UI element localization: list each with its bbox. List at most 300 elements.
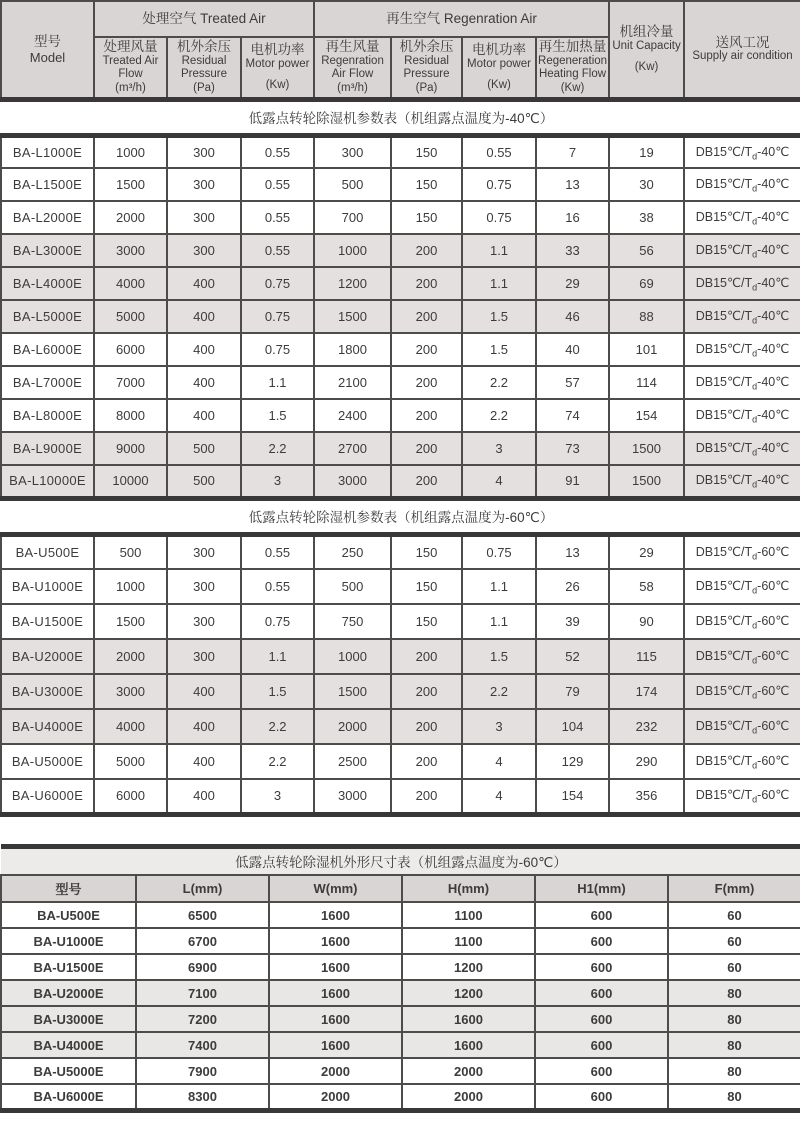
unit-capacity-header [609, 1, 684, 99]
value-cell: 30 [609, 168, 684, 201]
value-cell: 2000 [94, 201, 167, 234]
value-cell: 91 [536, 465, 609, 498]
value-cell: 2.2 [241, 709, 314, 744]
model-cell: BA-U1500E [1, 954, 136, 980]
value-cell: 3000 [314, 465, 391, 498]
value-cell: 200 [391, 639, 462, 674]
model-cell: BA-L2000E [1, 201, 94, 234]
dims-h-header: H(mm) [402, 875, 535, 902]
value-cell: 0.75 [462, 534, 536, 569]
value-cell: 1000 [94, 569, 167, 604]
value-cell: 0.55 [462, 135, 536, 168]
table-row [1, 201, 800, 234]
model-cell: BA-U2000E [1, 639, 94, 674]
treated-residual-pressure-header: 机外余压 Residual Pressure (Pa) [167, 37, 241, 99]
table-row [1, 534, 800, 569]
value-cell: 750 [314, 604, 391, 639]
value-cell: 400 [167, 366, 241, 399]
value-cell: 60 [668, 954, 800, 980]
value-cell: 1600 [269, 902, 402, 928]
supply-condition-cell: $DB15℃/T_d-60℃$ [684, 604, 800, 639]
value-cell: 400 [167, 674, 241, 709]
table-row [1, 709, 800, 744]
model-cell: BA-L4000E [1, 267, 94, 300]
value-cell: 9000 [94, 432, 167, 465]
value-cell: 500 [314, 168, 391, 201]
value-cell: 1.5 [462, 300, 536, 333]
value-cell: 300 [167, 534, 241, 569]
value-cell: 2.2 [241, 744, 314, 779]
model-cell: BA-L1500E [1, 168, 94, 201]
supply-condition-cell: $DB15℃/T_d-60℃$ [684, 744, 800, 779]
value-cell: 200 [391, 432, 462, 465]
model-cell: BA-L5000E [1, 300, 94, 333]
value-cell: 600 [535, 1058, 668, 1084]
model-cell: BA-L7000E [1, 366, 94, 399]
value-cell: 80 [668, 1032, 800, 1058]
model-cell: BA-L10000E [1, 465, 94, 498]
value-cell: 1100 [402, 902, 535, 928]
value-cell: 300 [167, 569, 241, 604]
value-cell: 1000 [314, 234, 391, 267]
value-cell: 1800 [314, 333, 391, 366]
value-cell: 2000 [314, 709, 391, 744]
value-cell: 400 [167, 267, 241, 300]
value-cell: 56 [609, 234, 684, 267]
treated-air-flow-header: 处理风量 Treated Air Flow (m³/h) [94, 37, 167, 99]
value-cell: 33 [536, 234, 609, 267]
model-cell: BA-U1000E [1, 569, 94, 604]
value-cell: 1.1 [462, 569, 536, 604]
value-cell: 300 [167, 135, 241, 168]
value-cell: 600 [535, 902, 668, 928]
supply-condition-cell: $DB15℃/T_d-40℃$ [684, 399, 800, 432]
model-cell: BA-U4000E [1, 709, 94, 744]
supply-condition-cell: $DB15℃/T_d-40℃$ [684, 168, 800, 201]
table-row [1, 779, 800, 814]
value-cell: 400 [167, 744, 241, 779]
value-cell: 7900 [136, 1058, 269, 1084]
value-cell: 200 [391, 744, 462, 779]
value-cell: 80 [668, 1006, 800, 1032]
value-cell: 115 [609, 639, 684, 674]
value-cell: 150 [391, 534, 462, 569]
value-cell: 0.55 [241, 569, 314, 604]
table-row [1, 1006, 800, 1032]
value-cell: 7 [536, 135, 609, 168]
unit-capacity-zh: 机组冷量 [619, 23, 674, 39]
value-cell: 1.5 [462, 333, 536, 366]
value-cell: 7400 [136, 1032, 269, 1058]
value-cell: 400 [167, 779, 241, 814]
value-cell: 1000 [314, 639, 391, 674]
table-row [1, 1084, 800, 1110]
model-cell: BA-U3000E [1, 674, 94, 709]
supply-condition-cell: $DB15℃/T_d-60℃$ [684, 639, 800, 674]
value-cell: 500 [167, 465, 241, 498]
supply-condition-cell: $DB15℃/T_d-40℃$ [684, 135, 800, 168]
regeneration-air-group-header: 再生空气 Regenration Air [314, 1, 609, 37]
value-cell: 26 [536, 569, 609, 604]
value-cell: 1600 [269, 1006, 402, 1032]
section-title-row [1, 498, 800, 534]
dims-l-header: L(mm) [136, 875, 269, 902]
supply-condition-cell: $DB15℃/T_d-60℃$ [684, 709, 800, 744]
value-cell: 80 [668, 980, 800, 1006]
value-cell: 200 [391, 399, 462, 432]
value-cell: 700 [314, 201, 391, 234]
value-cell: 2.2 [462, 399, 536, 432]
value-cell: 1100 [402, 928, 535, 954]
value-cell: 500 [314, 569, 391, 604]
supply-air-header [684, 1, 800, 99]
supply-condition-cell: $DB15℃/T_d-60℃$ [684, 674, 800, 709]
value-cell: 6500 [136, 902, 269, 928]
value-cell: 38 [609, 201, 684, 234]
dimensions-title-row [1, 846, 800, 875]
value-cell: 200 [391, 267, 462, 300]
supply-air-en: Supply air condition [692, 50, 793, 63]
value-cell: 2000 [402, 1084, 535, 1110]
supply-condition-cell: $DB15℃/T_d-40℃$ [684, 465, 800, 498]
spec-table-header [1, 1, 800, 99]
model-header-zh: 型号 [34, 33, 61, 49]
supply-condition-cell: $DB15℃/T_d-40℃$ [684, 432, 800, 465]
value-cell: 2000 [402, 1058, 535, 1084]
supply-condition-cell: $DB15℃/T_d-60℃$ [684, 569, 800, 604]
value-cell: 300 [167, 639, 241, 674]
value-cell: 3 [462, 432, 536, 465]
value-cell: 600 [535, 1084, 668, 1110]
value-cell: 1.1 [462, 604, 536, 639]
table-row [1, 366, 800, 399]
value-cell: 29 [536, 267, 609, 300]
value-cell: 0.75 [241, 267, 314, 300]
value-cell: 154 [536, 779, 609, 814]
value-cell: 500 [167, 432, 241, 465]
dims-model-header: 型号 [1, 875, 136, 902]
table-row [1, 135, 800, 168]
value-cell: 10000 [94, 465, 167, 498]
value-cell: 600 [535, 980, 668, 1006]
supply-condition-cell: $DB15℃/T_d-40℃$ [684, 234, 800, 267]
section-title: 低露点转轮除湿机参数表（机组露点温度为-60℃） [1, 498, 800, 534]
value-cell: 3 [241, 779, 314, 814]
table-row [1, 569, 800, 604]
value-cell: 1500 [314, 300, 391, 333]
value-cell: 60 [668, 902, 800, 928]
value-cell: 1500 [609, 465, 684, 498]
table-row [1, 465, 800, 498]
value-cell: 174 [609, 674, 684, 709]
regen-residual-pressure-header: 机外余压 Residual Pressure (Pa) [391, 37, 462, 99]
value-cell: 290 [609, 744, 684, 779]
value-cell: 3 [241, 465, 314, 498]
value-cell: 1500 [94, 168, 167, 201]
treated-air-group-header: 处理空气 Treated Air [94, 1, 314, 37]
model-cell: BA-L6000E [1, 333, 94, 366]
value-cell: 2000 [269, 1058, 402, 1084]
supply-condition-cell: $DB15℃/T_d-40℃$ [684, 333, 800, 366]
value-cell: 300 [167, 234, 241, 267]
value-cell: 250 [314, 534, 391, 569]
value-cell: 2100 [314, 366, 391, 399]
value-cell: 400 [167, 399, 241, 432]
group-header-row [1, 1, 800, 37]
regen-motor-power-header: 电机功率 Motor power (Kw) [462, 37, 536, 99]
dims-w-header: W(mm) [269, 875, 402, 902]
value-cell: 104 [536, 709, 609, 744]
value-cell: 3 [462, 709, 536, 744]
value-cell: 4000 [94, 267, 167, 300]
dimensions-header-row [1, 875, 800, 902]
value-cell: 5000 [94, 744, 167, 779]
value-cell: 8000 [94, 399, 167, 432]
table-row [1, 674, 800, 709]
value-cell: 0.55 [241, 168, 314, 201]
model-cell: BA-L3000E [1, 234, 94, 267]
value-cell: 1600 [402, 1032, 535, 1058]
value-cell: 400 [167, 300, 241, 333]
value-cell: 1.5 [241, 674, 314, 709]
value-cell: 13 [536, 534, 609, 569]
table-row [1, 928, 800, 954]
table-row [1, 168, 800, 201]
value-cell: 200 [391, 465, 462, 498]
table-row [1, 604, 800, 639]
table-row [1, 902, 800, 928]
value-cell: 0.75 [462, 168, 536, 201]
value-cell: 400 [167, 709, 241, 744]
value-cell: 2.2 [462, 674, 536, 709]
value-cell: 1200 [402, 954, 535, 980]
value-cell: 46 [536, 300, 609, 333]
value-cell: 300 [167, 201, 241, 234]
value-cell: 3000 [94, 234, 167, 267]
model-cell: BA-U1000E [1, 928, 136, 954]
value-cell: 0.55 [241, 135, 314, 168]
value-cell: 6000 [94, 333, 167, 366]
value-cell: 150 [391, 201, 462, 234]
value-cell: 200 [391, 234, 462, 267]
supply-condition-cell: $DB15℃/T_d-40℃$ [684, 201, 800, 234]
table-row [1, 333, 800, 366]
supply-condition-cell: $DB15℃/T_d-40℃$ [684, 300, 800, 333]
value-cell: 300 [167, 168, 241, 201]
value-cell: 2000 [269, 1084, 402, 1110]
value-cell: 58 [609, 569, 684, 604]
model-cell: BA-U6000E [1, 779, 94, 814]
table-row [1, 399, 800, 432]
value-cell: 6700 [136, 928, 269, 954]
table-row [1, 639, 800, 674]
value-cell: 101 [609, 333, 684, 366]
dimensions-table-body [1, 902, 800, 1110]
value-cell: 200 [391, 366, 462, 399]
section-title: 低露点转轮除湿机参数表（机组露点温度为-40℃） [1, 99, 800, 135]
value-cell: 232 [609, 709, 684, 744]
value-cell: 1600 [269, 954, 402, 980]
table-row [1, 954, 800, 980]
value-cell: 0.75 [241, 604, 314, 639]
value-cell: 0.75 [462, 201, 536, 234]
supply-condition-cell: $DB15℃/T_d-60℃$ [684, 779, 800, 814]
dimensions-table-title: 低露点转轮除湿机外形尺寸表（机组露点温度为-60℃） [1, 846, 800, 875]
table-row [1, 300, 800, 333]
value-cell: 200 [391, 674, 462, 709]
table-row [1, 1032, 800, 1058]
value-cell: 3000 [94, 674, 167, 709]
regen-air-flow-header: 再生风量 Regenration Air Flow (m³/h) [314, 37, 391, 99]
value-cell: 29 [609, 534, 684, 569]
model-cell: BA-L9000E [1, 432, 94, 465]
model-cell: BA-L1000E [1, 135, 94, 168]
value-cell: 200 [391, 300, 462, 333]
value-cell: 4 [462, 744, 536, 779]
value-cell: 1.1 [462, 234, 536, 267]
value-cell: 600 [535, 954, 668, 980]
value-cell: 4 [462, 779, 536, 814]
value-cell: 2400 [314, 399, 391, 432]
value-cell: 356 [609, 779, 684, 814]
value-cell: 1200 [402, 980, 535, 1006]
unit-capacity-unit: (Kw) [634, 61, 659, 74]
value-cell: 150 [391, 604, 462, 639]
value-cell: 7100 [136, 980, 269, 1006]
value-cell: 6900 [136, 954, 269, 980]
value-cell: 79 [536, 674, 609, 709]
value-cell: 129 [536, 744, 609, 779]
value-cell: 52 [536, 639, 609, 674]
value-cell: 154 [609, 399, 684, 432]
supply-air-zh: 送风工况 [715, 34, 770, 50]
value-cell: 39 [536, 604, 609, 639]
value-cell: 1.5 [462, 639, 536, 674]
value-cell: 200 [391, 709, 462, 744]
value-cell: 1.1 [462, 267, 536, 300]
supply-condition-cell: $DB15℃/T_d-60℃$ [684, 534, 800, 569]
table-row [1, 980, 800, 1006]
value-cell: 600 [535, 1032, 668, 1058]
model-cell: BA-U1500E [1, 604, 94, 639]
model-cell: BA-U500E [1, 534, 94, 569]
value-cell: 1.1 [241, 366, 314, 399]
value-cell: 200 [391, 779, 462, 814]
value-cell: 80 [668, 1058, 800, 1084]
value-cell: 0.55 [241, 201, 314, 234]
value-cell: 0.55 [241, 534, 314, 569]
table-row [1, 267, 800, 300]
model-cell: BA-L8000E [1, 399, 94, 432]
value-cell: 1500 [94, 604, 167, 639]
model-header-en: Model [29, 49, 66, 65]
dimensions-table [0, 844, 800, 1113]
value-cell: 57 [536, 366, 609, 399]
value-cell: 4000 [94, 709, 167, 744]
supply-condition-cell: $DB15℃/T_d-40℃$ [684, 366, 800, 399]
dims-h1-header: H1(mm) [535, 875, 668, 902]
model-cell: BA-U5000E [1, 744, 94, 779]
value-cell: 300 [314, 135, 391, 168]
model-cell: BA-U6000E [1, 1084, 136, 1110]
value-cell: 1500 [609, 432, 684, 465]
value-cell: 600 [535, 1006, 668, 1032]
value-cell: 2500 [314, 744, 391, 779]
value-cell: 0.55 [241, 234, 314, 267]
value-cell: 74 [536, 399, 609, 432]
value-cell: 1.5 [241, 399, 314, 432]
value-cell: 88 [609, 300, 684, 333]
value-cell: 8300 [136, 1084, 269, 1110]
value-cell: 2000 [94, 639, 167, 674]
value-cell: 80 [668, 1084, 800, 1110]
value-cell: 69 [609, 267, 684, 300]
value-cell: 0.75 [241, 333, 314, 366]
table-row [1, 744, 800, 779]
value-cell: 13 [536, 168, 609, 201]
value-cell: 5000 [94, 300, 167, 333]
value-cell: 300 [167, 604, 241, 639]
value-cell: 400 [167, 333, 241, 366]
model-column-header [1, 1, 94, 99]
model-cell: BA-U5000E [1, 1058, 136, 1084]
dims-f-header: F(mm) [668, 875, 800, 902]
value-cell: 6000 [94, 779, 167, 814]
spec-table-body [1, 99, 800, 814]
value-cell: 150 [391, 569, 462, 604]
supply-condition-cell: $DB15℃/T_d-40℃$ [684, 267, 800, 300]
value-cell: 150 [391, 135, 462, 168]
model-cell: BA-U3000E [1, 1006, 136, 1032]
value-cell: 1.1 [241, 639, 314, 674]
model-cell: BA-U2000E [1, 980, 136, 1006]
treated-motor-power-header: 电机功率 Motor power (Kw) [241, 37, 314, 99]
value-cell: 500 [94, 534, 167, 569]
table-row [1, 432, 800, 465]
value-cell: 1600 [402, 1006, 535, 1032]
value-cell: 1500 [314, 674, 391, 709]
table-gap [0, 817, 800, 844]
value-cell: 60 [668, 928, 800, 954]
value-cell: 16 [536, 201, 609, 234]
value-cell: 1600 [269, 980, 402, 1006]
value-cell: 114 [609, 366, 684, 399]
value-cell: 40 [536, 333, 609, 366]
value-cell: 2.2 [462, 366, 536, 399]
value-cell: 200 [391, 333, 462, 366]
unit-capacity-en: Unit Capacity [612, 39, 681, 52]
value-cell: 90 [609, 604, 684, 639]
value-cell: 1200 [314, 267, 391, 300]
value-cell: 73 [536, 432, 609, 465]
value-cell: 1600 [269, 928, 402, 954]
value-cell: 150 [391, 168, 462, 201]
section-title-row [1, 99, 800, 135]
value-cell: 1000 [94, 135, 167, 168]
value-cell: 0.75 [241, 300, 314, 333]
regen-heating-flow-header: 再生加热量 Regeneration Heating Flow (Kw) [536, 37, 609, 99]
table-row [1, 234, 800, 267]
table-row [1, 1058, 800, 1084]
model-cell: BA-U500E [1, 902, 136, 928]
value-cell: 2.2 [241, 432, 314, 465]
value-cell: 2700 [314, 432, 391, 465]
value-cell: 1600 [269, 1032, 402, 1058]
value-cell: 7200 [136, 1006, 269, 1032]
value-cell: 19 [609, 135, 684, 168]
value-cell: 7000 [94, 366, 167, 399]
model-cell: BA-U4000E [1, 1032, 136, 1058]
